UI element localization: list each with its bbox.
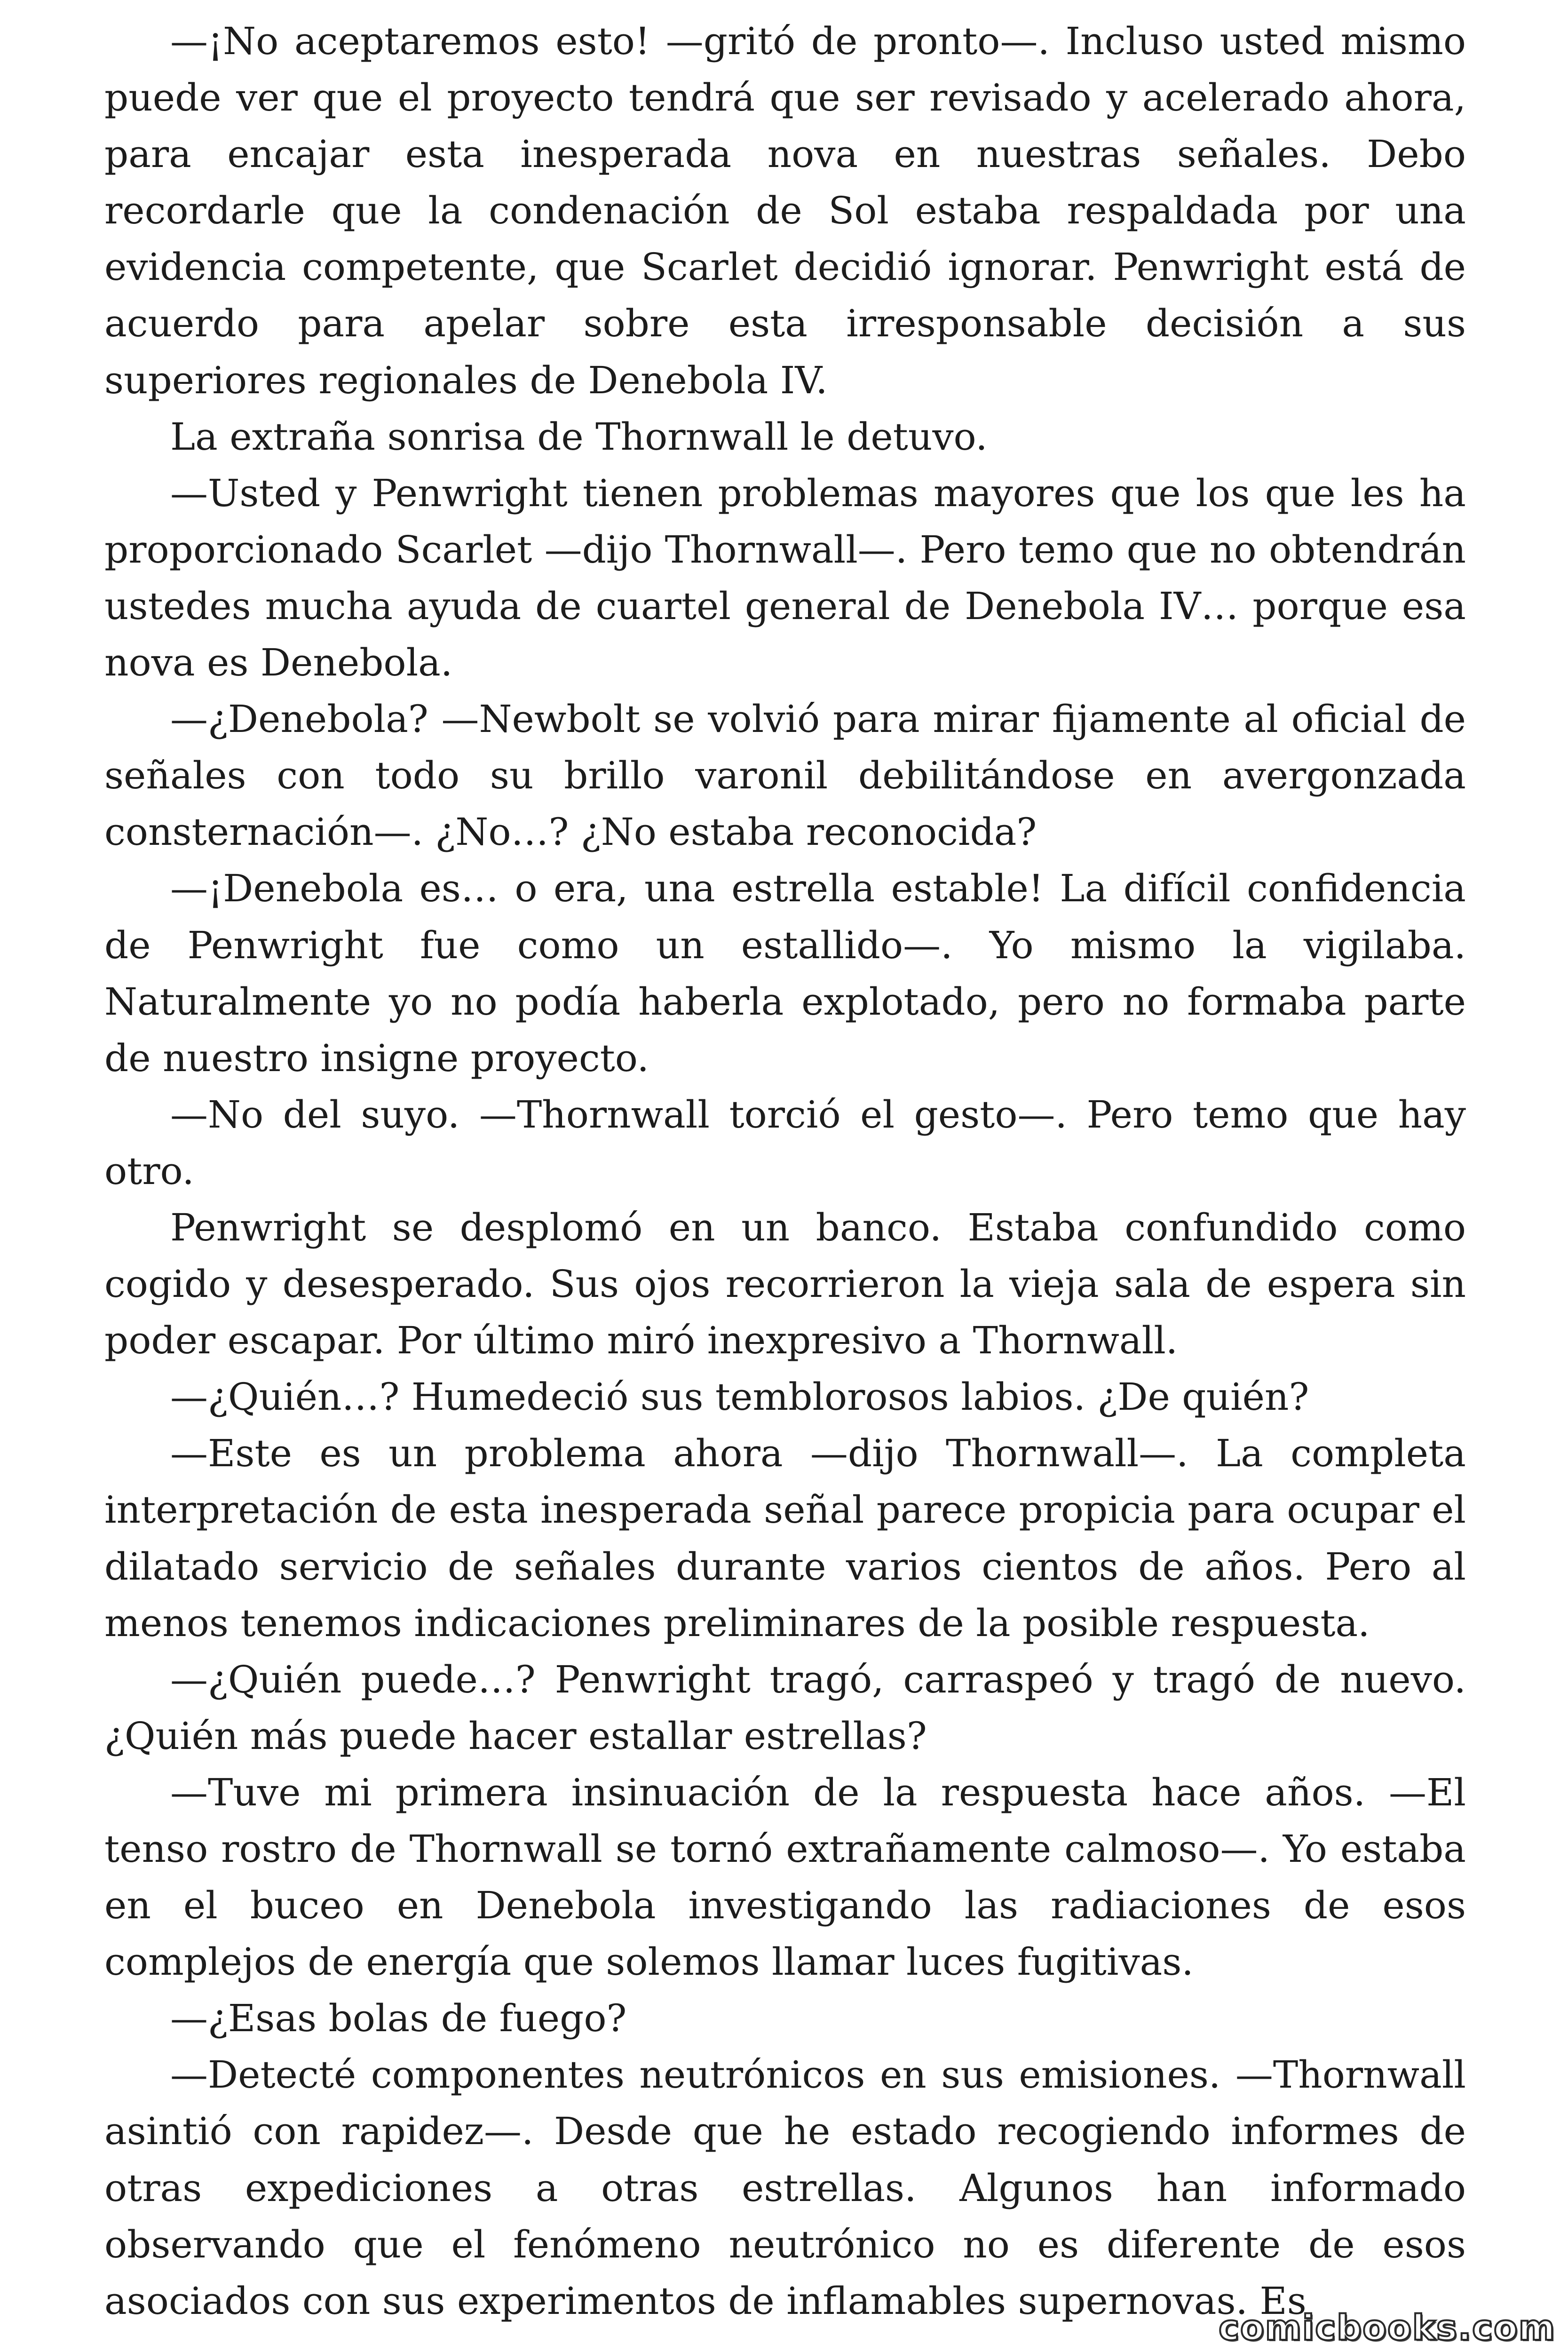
paragraph: —¿Denebola? —Newbolt se volvió para mirar fijamente al oficial de señales con todo su brillo varonil debilitándose en avergonzada consternación—. ¿No…? ¿No estaba reconocida? <box>104 697 1466 854</box>
paragraph: —Usted y Penwright tienen problemas mayores que los que les ha proporcionado Scarlet —dijo Thornwall—. Pero temo que no obtendrán ustedes mucha ayuda de cuartel general de Denebola IV… porque esa nova es Denebola. <box>104 471 1466 685</box>
paragraph: —¡No aceptaremos esto! —gritó de pronto—. Incluso usted mismo puede ver que el proyecto tendrá que ser revisado y acelerado ahora, para encajar esta inesperada nova en nuestras señales. Debo recordarle que la condenación de Sol estaba respaldada por una evidencia competente, que Scarlet decidió ignorar. Penwright está de acuerdo para apelar sobre esta irresponsable decisión a sus superiores regionales de Denebola IV. <box>104 19 1466 402</box>
paragraph: La extraña sonrisa de Thornwall le detuvo. <box>170 414 988 459</box>
paragraph: —¿Quién…? Humedeció sus temblorosos labios. ¿De quién? <box>170 1375 1309 1419</box>
paragraph: Penwright se desplomó en un banco. Estaba confundido como cogido y desesperado. Sus ojos recorrieron la vieja sala de espera sin poder escapar. Por último miró inexpresivo a Thornwall. <box>104 1205 1466 1363</box>
site-watermark: comicbooks.com <box>1219 2308 1556 2348</box>
paragraph: —Detecté componentes neutrónicos en sus emisiones. —Thornwall asintió con rapidez—. Desde que he estado recogiendo informes de otras expediciones a otras estrellas. Algunos han informado observando que el fenómeno neutrónico no es diferente de esos asociados con sus experimentos de inflamables supernovas. Es <box>104 2053 1466 2323</box>
paragraph: —No del suyo. —Thornwall torció el gesto—. Pero temo que hay otro. <box>104 1092 1466 1193</box>
paragraph: —¿Quién puede…? Penwright tragó, carraspeó y tragó de nuevo. ¿Quién más puede hacer estallar estrellas? <box>104 1657 1466 1758</box>
paragraph: —¿Esas bolas de fuego? <box>170 1996 627 2041</box>
paragraph: —¡Denebola es… o era, una estrella estable! La difícil confidencia de Penwright fue como un estallido—. Yo mismo la vigilaba. Naturalmente yo no podía haberla explotado, pero no formaba parte de nuestro insigne proyecto. <box>104 866 1466 1080</box>
paragraph: —Tuve mi primera insinuación de la respuesta hace años. —El tenso rostro de Thornwall se tornó extrañamente calmoso—. Yo estaba en el buceo en Denebola investigando las radiaciones de esos complejos de energía que solemos llamar luces fugitivas. <box>104 1770 1466 1984</box>
book-page <box>104 13 1466 2337</box>
paragraph: —Este es un problema ahora —dijo Thornwall—. La completa interpretación de esta inesperada señal parece propicia para ocupar el dilatado servicio de señales durante varios cientos de años. Pero al menos tenemos indicaciones preliminares de la posible respuesta. <box>104 1431 1466 1645</box>
